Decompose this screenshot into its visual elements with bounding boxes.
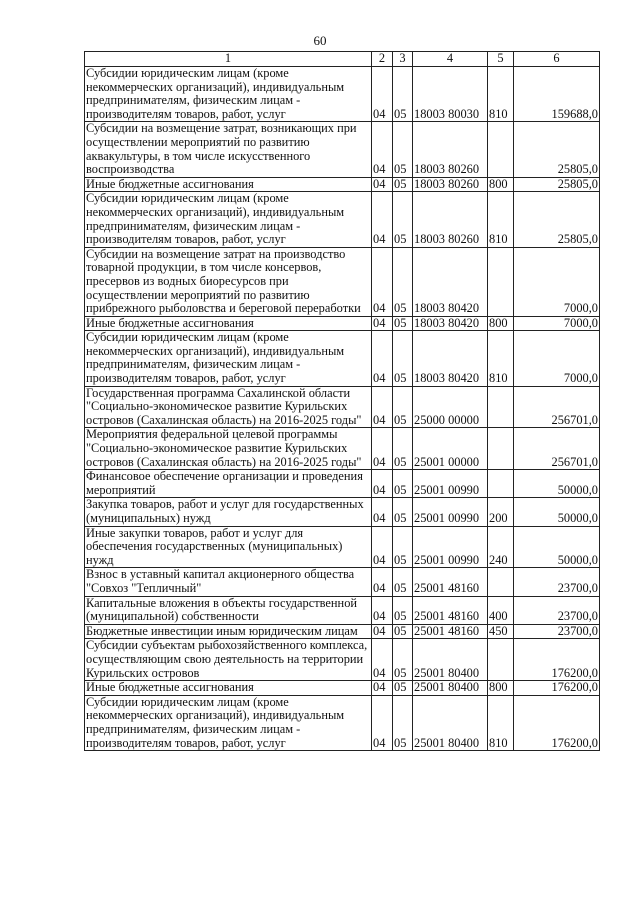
table-row [85, 498, 600, 526]
cell-subsection: 05 [393, 247, 413, 316]
cell-subsection: 05 [393, 67, 413, 122]
cell-target-article: 25000 00000 [413, 386, 488, 428]
table-header [85, 52, 600, 67]
cell-subsection: 05 [393, 122, 413, 177]
cell-amount: 176200,0 [514, 639, 600, 681]
cell-name: Закупка товаров, работ и услуг для государственных (муниципальных) нужд [85, 498, 372, 526]
cell-target-article: 25001 48160 [413, 568, 488, 596]
cell-name: Субсидии на возмещение затрат на производство товарной продукции, в том числе консервов, пресервов из водных биоресурсов при осуществлении мероприятий по развитию прибрежного рыболовства и береговой переработки [85, 247, 372, 316]
cell-expense-type [488, 639, 514, 681]
cell-expense-type: 800 [488, 316, 514, 331]
cell-name: Субсидии юридическим лицам (кроме некоммерческих организаций), индивидуальным предпринимателям, физическим лицам - производителям товаров, работ, услуг [85, 331, 372, 386]
cell-section: 04 [372, 331, 393, 386]
cell-section: 04 [372, 526, 393, 568]
cell-target-article: 18003 80030 [413, 67, 488, 122]
cell-expense-type: 240 [488, 526, 514, 568]
cell-subsection: 05 [393, 177, 413, 192]
cell-target-article: 18003 80420 [413, 331, 488, 386]
cell-amount: 25805,0 [514, 177, 600, 192]
cell-name: Капитальные вложения в объекты государственной (муниципальной) собственности [85, 596, 372, 624]
cell-target-article: 25001 00990 [413, 526, 488, 568]
cell-subsection: 05 [393, 568, 413, 596]
cell-amount: 23700,0 [514, 568, 600, 596]
table-row [85, 639, 600, 681]
cell-subsection: 05 [393, 526, 413, 568]
cell-expense-type: 810 [488, 331, 514, 386]
cell-amount: 50000,0 [514, 470, 600, 498]
cell-name: Иные бюджетные ассигнования [85, 681, 372, 696]
cell-target-article: 25001 00990 [413, 470, 488, 498]
cell-target-article: 25001 80400 [413, 695, 488, 750]
cell-name: Субсидии субъектам рыбохозяйственного комплекса, осуществляющим свою деятельность на территории Курильских островов [85, 639, 372, 681]
cell-expense-type: 810 [488, 192, 514, 247]
cell-expense-type [488, 247, 514, 316]
cell-amount: 23700,0 [514, 624, 600, 639]
table-row [85, 331, 600, 386]
cell-subsection: 05 [393, 681, 413, 696]
header-row [85, 52, 600, 67]
cell-section: 04 [372, 122, 393, 177]
cell-name: Мероприятия федеральной целевой программы "Социально-экономическое развитие Курильских островов (Сахалинская область) на 2016-2025 годы" [85, 428, 372, 470]
cell-section: 04 [372, 67, 393, 122]
cell-subsection: 05 [393, 695, 413, 750]
cell-target-article: 18003 80260 [413, 122, 488, 177]
cell-expense-type [488, 386, 514, 428]
cell-target-article: 18003 80420 [413, 247, 488, 316]
cell-expense-type [488, 122, 514, 177]
table-row [85, 428, 600, 470]
table-row [85, 596, 600, 624]
cell-amount: 7000,0 [514, 247, 600, 316]
cell-subsection: 05 [393, 639, 413, 681]
cell-target-article: 25001 48160 [413, 624, 488, 639]
table-row [85, 526, 600, 568]
cell-name: Иные закупки товаров, работ и услуг для обеспечения государственных (муниципальных) нужд [85, 526, 372, 568]
cell-target-article: 25001 80400 [413, 639, 488, 681]
cell-name: Финансовое обеспечение организации и проведения мероприятий [85, 470, 372, 498]
cell-name: Субсидии юридическим лицам (кроме некоммерческих организаций), индивидуальным предпринимателям, физическим лицам - производителям товаров, работ, услуг [85, 695, 372, 750]
table-row [85, 624, 600, 639]
cell-section: 04 [372, 596, 393, 624]
cell-section: 04 [372, 386, 393, 428]
cell-expense-type: 810 [488, 695, 514, 750]
cell-expense-type: 400 [488, 596, 514, 624]
cell-expense-type: 800 [488, 681, 514, 696]
table-row [85, 67, 600, 122]
cell-section: 04 [372, 192, 393, 247]
cell-amount: 256701,0 [514, 386, 600, 428]
cell-name: Иные бюджетные ассигнования [85, 177, 372, 192]
cell-section: 04 [372, 498, 393, 526]
table-row [85, 568, 600, 596]
cell-subsection: 05 [393, 316, 413, 331]
cell-amount: 25805,0 [514, 122, 600, 177]
cell-section: 04 [372, 568, 393, 596]
table-row [85, 386, 600, 428]
cell-target-article: 25001 00990 [413, 498, 488, 526]
cell-target-article: 25001 80400 [413, 681, 488, 696]
cell-expense-type [488, 470, 514, 498]
table-row [85, 681, 600, 696]
cell-expense-type: 800 [488, 177, 514, 192]
cell-target-article: 25001 00000 [413, 428, 488, 470]
cell-expense-type [488, 568, 514, 596]
cell-amount: 176200,0 [514, 681, 600, 696]
cell-subsection: 05 [393, 331, 413, 386]
page-number: 60 [313, 33, 327, 48]
cell-amount: 176200,0 [514, 695, 600, 750]
cell-amount: 159688,0 [514, 67, 600, 122]
cell-section: 04 [372, 695, 393, 750]
table-row [85, 247, 600, 316]
cell-amount: 23700,0 [514, 596, 600, 624]
cell-expense-type: 810 [488, 67, 514, 122]
header-col-6: 6 [514, 52, 600, 67]
table-row [85, 695, 600, 750]
header-col-3: 3 [393, 52, 413, 67]
cell-amount: 25805,0 [514, 192, 600, 247]
cell-amount: 50000,0 [514, 526, 600, 568]
cell-target-article: 25001 48160 [413, 596, 488, 624]
cell-section: 04 [372, 681, 393, 696]
cell-name: Иные бюджетные ассигнования [85, 316, 372, 331]
cell-section: 04 [372, 470, 393, 498]
header-col-2: 2 [372, 52, 393, 67]
budget-table [84, 51, 600, 751]
table-row [85, 177, 600, 192]
cell-subsection: 05 [393, 428, 413, 470]
cell-target-article: 18003 80420 [413, 316, 488, 331]
header-col-5: 5 [488, 52, 514, 67]
header-col-1: 1 [85, 52, 372, 67]
cell-subsection: 05 [393, 386, 413, 428]
table-row [85, 470, 600, 498]
cell-expense-type: 200 [488, 498, 514, 526]
cell-section: 04 [372, 639, 393, 681]
cell-subsection: 05 [393, 498, 413, 526]
cell-amount: 256701,0 [514, 428, 600, 470]
cell-amount: 7000,0 [514, 331, 600, 386]
cell-target-article: 18003 80260 [413, 192, 488, 247]
cell-subsection: 05 [393, 596, 413, 624]
cell-target-article: 18003 80260 [413, 177, 488, 192]
cell-name: Бюджетные инвестиции иным юридическим лицам [85, 624, 372, 639]
cell-section: 04 [372, 316, 393, 331]
table-row [85, 316, 600, 331]
cell-subsection: 05 [393, 624, 413, 639]
table-row [85, 122, 600, 177]
header-col-4: 4 [413, 52, 488, 67]
cell-name: Субсидии на возмещение затрат, возникающих при осуществлении мероприятий по развитию аквакультуры, в том числе искусственного воспроизводства [85, 122, 372, 177]
cell-subsection: 05 [393, 192, 413, 247]
cell-section: 04 [372, 247, 393, 316]
table-row [85, 192, 600, 247]
cell-section: 04 [372, 428, 393, 470]
cell-subsection: 05 [393, 470, 413, 498]
cell-section: 04 [372, 624, 393, 639]
cell-amount: 50000,0 [514, 498, 600, 526]
cell-amount: 7000,0 [514, 316, 600, 331]
cell-expense-type: 450 [488, 624, 514, 639]
cell-expense-type [488, 428, 514, 470]
cell-name: Взнос в уставный капитал акционерного общества "Совхоз "Тепличный" [85, 568, 372, 596]
cell-name: Субсидии юридическим лицам (кроме некоммерческих организаций), индивидуальным предпринимателям, физическим лицам - производителям товаров, работ, услуг [85, 192, 372, 247]
cell-name: Субсидии юридическим лицам (кроме некоммерческих организаций), индивидуальным предпринимателям, физическим лицам - производителям товаров, работ, услуг [85, 67, 372, 122]
cell-section: 04 [372, 177, 393, 192]
table-body [85, 67, 600, 751]
cell-name: Государственная программа Сахалинской области "Социально-экономическое развитие Курильских островов (Сахалинская область) на 2016-2025 годы" [85, 386, 372, 428]
